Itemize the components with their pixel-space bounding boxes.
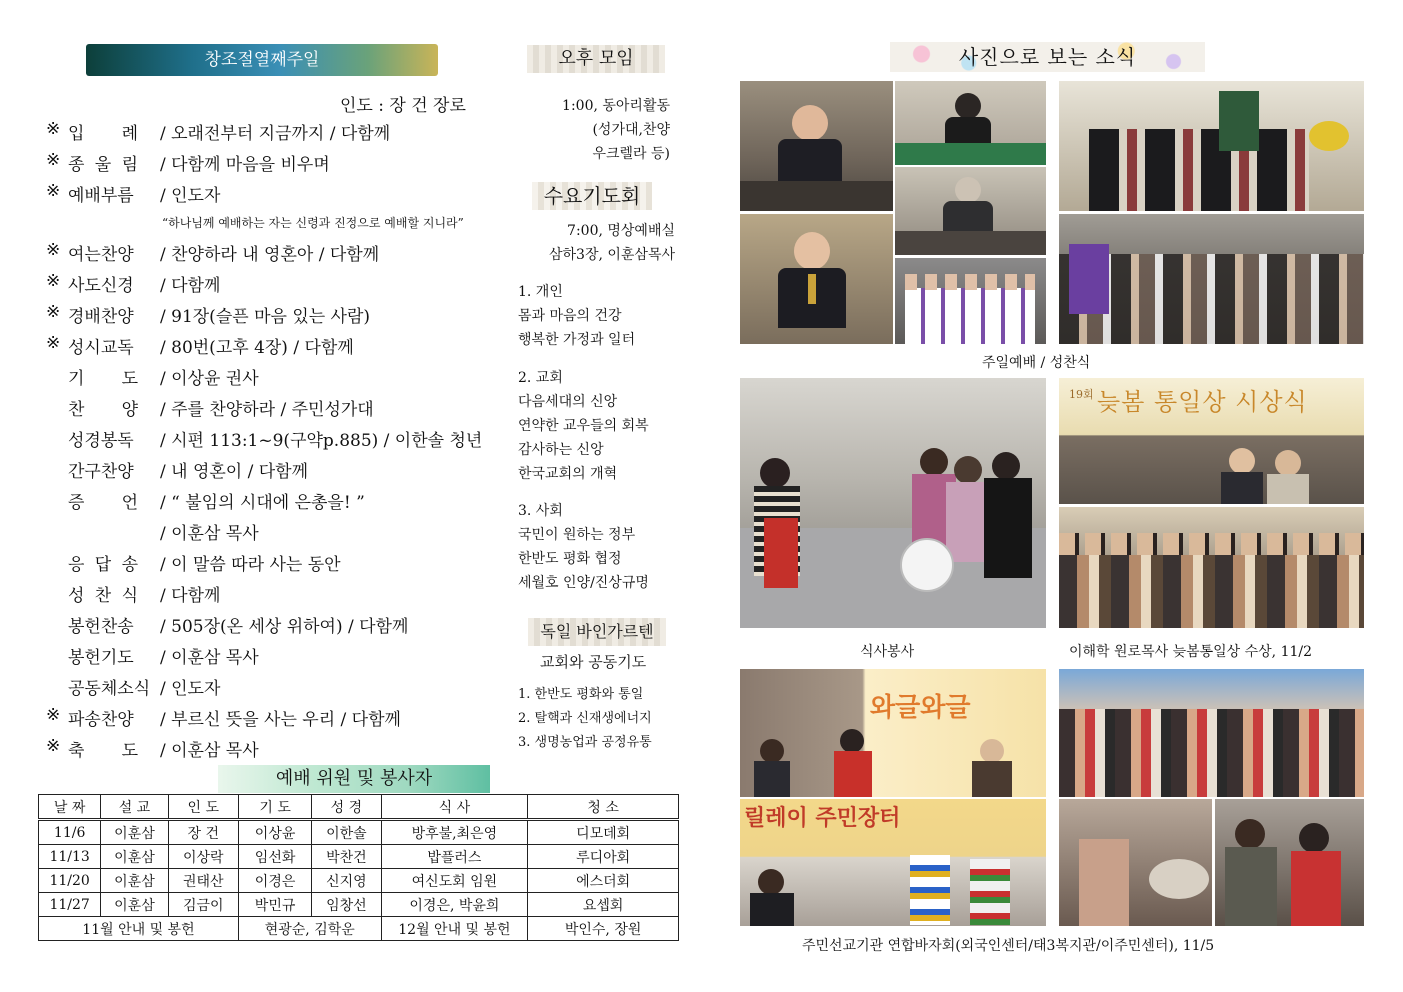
staff-table-header — [39, 795, 679, 820]
worship-leader: 인도 : 장 건 장로 — [340, 96, 466, 116]
cell: 이훈삼 — [101, 869, 168, 893]
afternoon-meeting-heading — [527, 45, 665, 73]
caption-award: 이해학 원로목사 늦봄통일상 수상, 11/2 — [1069, 644, 1313, 660]
order-mark: ※ — [46, 302, 61, 322]
photo-bazaar-2 — [1059, 669, 1364, 797]
wednesday-line: 7:00, 명상예배실 — [567, 223, 675, 239]
afternoon-line: 우크렐라 등) — [592, 146, 670, 162]
cell: 방후불,최은영 — [381, 820, 528, 845]
prayer-item: 다음세대의 신앙 — [518, 394, 618, 410]
prayer-group-head: 3. 사회 — [518, 503, 563, 519]
order-name: 성경봉독 — [68, 431, 134, 451]
cell: 이훈삼 — [101, 845, 168, 869]
photo-worship-speaker-4 — [740, 214, 893, 344]
order-value: / 이훈삼 목사 — [160, 524, 259, 544]
order-value: / 다함께 마음을 비우며 — [160, 155, 330, 175]
prayer-group-society — [518, 499, 649, 595]
caption-meal: 식사봉사 — [860, 644, 915, 660]
cell: 디모데회 — [528, 820, 679, 845]
afternoon-line: (성가대,찬양 — [592, 122, 670, 138]
cell: 밥플러스 — [381, 845, 528, 869]
order-value: / 오래전부터 지금까지 / 다함께 — [160, 124, 391, 144]
header-prayer: 기 도 — [238, 795, 311, 820]
order-value: / “ 불임의 시대에 은총을! ” — [160, 493, 365, 513]
order-value: / 이 말씀 따라 사는 동안 — [160, 555, 341, 575]
cell: 요셉회 — [528, 893, 679, 917]
cell: 루디아회 — [528, 845, 679, 869]
cell: 11월 안내 및 봉헌 — [39, 917, 239, 941]
order-value: / 91장(슬픈 마음 있는 사람) — [160, 307, 371, 327]
order-value: / 이훈삼 목사 — [160, 741, 259, 761]
order-value: / 인도자 — [160, 186, 221, 206]
order-mark: ※ — [46, 119, 61, 139]
cell: 장 건 — [168, 820, 238, 845]
photo-award-ceremony — [1059, 378, 1364, 504]
prayer-group-head: 1. 개인 — [518, 284, 563, 300]
order-mark: ※ — [46, 150, 61, 170]
order-value: / 다함께 — [160, 586, 221, 606]
cell: 여신도회 임원 — [381, 869, 528, 893]
cell: 김금이 — [168, 893, 238, 917]
photo-meal-service — [740, 378, 1046, 628]
cell: 이상윤 — [238, 820, 311, 845]
caption-worship: 주일예배 / 성찬식 — [982, 355, 1091, 371]
order-name: 간구찬양 — [68, 462, 134, 482]
cell: 현광순, 김학운 — [238, 917, 381, 941]
call-to-worship-quote: “하나님께 예배하는 자는 신령과 진정으로 예배할 지니라” — [162, 216, 464, 230]
wednesday-line: 삼하3장, 이훈삼목사 — [549, 247, 675, 263]
prayer-item: 연약한 교우들의 회복 — [518, 418, 649, 434]
staff-title: 예배 위원 및 봉사자 — [275, 768, 433, 789]
photo-news-title: 사진으로 보는 소식 — [958, 45, 1137, 69]
order-mark: ※ — [46, 271, 61, 291]
order-value: / 다함께 — [160, 276, 221, 296]
photo-worship-speaker-3 — [895, 167, 1046, 255]
order-value: / 505장(온 세상 위하여) / 다함께 — [160, 617, 409, 637]
award-banner-text: 늦봄 통일상 시상식 — [1097, 388, 1308, 416]
order-value: / 찬양하라 내 영혼아 / 다함께 — [160, 245, 380, 265]
wednesday-prayer-heading — [532, 182, 652, 210]
order-value: / 시편 113:1~9(구약p.885) / 이한솔 청년 — [160, 431, 483, 451]
header-scripture: 성 경 — [312, 795, 381, 820]
worship-title-banner — [86, 44, 438, 76]
cell: 박인수, 장원 — [528, 917, 679, 941]
order-name: 증 언 — [68, 493, 138, 513]
cell: 임선화 — [238, 845, 311, 869]
cell: 이경은, 박윤희 — [381, 893, 528, 917]
german-prayer-item: 1. 한반도 평화와 통일 — [518, 687, 644, 702]
order-name: 봉헌찬송 — [68, 617, 134, 637]
prayer-item: 한반도 평화 협정 — [518, 551, 622, 567]
cell: 박민규 — [238, 893, 311, 917]
table-footer-row — [39, 917, 679, 941]
order-name: 종 울 림 — [68, 155, 138, 175]
photo-communion-1 — [1059, 81, 1364, 211]
order-name: 파송찬양 — [68, 710, 134, 730]
photo-worship-speaker-1 — [740, 81, 893, 211]
order-name: 응 답 송 — [68, 555, 138, 575]
wednesday-prayer-details — [520, 219, 675, 267]
cell: 11/6 — [39, 820, 101, 845]
cell: 이경은 — [238, 869, 311, 893]
prayer-group-head: 2. 교회 — [518, 370, 563, 386]
cell: 임창선 — [312, 893, 381, 917]
photo-bazaar-1 — [740, 669, 1046, 797]
german-church-heading — [528, 618, 666, 646]
photo-news-banner — [890, 42, 1205, 72]
prayer-item: 몸과 마음의 건강 — [518, 308, 622, 324]
afternoon-meeting-details — [520, 94, 670, 166]
order-value: / 이훈삼 목사 — [160, 648, 259, 668]
cell: 박찬건 — [312, 845, 381, 869]
cell: 이상락 — [168, 845, 238, 869]
order-name: 성시교독 — [68, 338, 134, 358]
header-cleaning: 청 소 — [528, 795, 679, 820]
table-row — [39, 845, 679, 869]
wednesday-prayer-title: 수요기도회 — [543, 184, 641, 208]
prayer-item: 국민이 원하는 정부 — [518, 527, 636, 543]
order-value: / 주를 찬양하라 / 주민성가대 — [160, 400, 374, 420]
order-mark: ※ — [46, 736, 61, 756]
order-name: 공동체소식 — [68, 679, 151, 699]
order-name: 찬 양 — [68, 400, 138, 420]
photo-bazaar-food-1 — [1059, 799, 1212, 926]
order-name: 기 도 — [68, 369, 138, 389]
bazaar-sign-text: 와글와글 — [870, 693, 971, 723]
cell: 이한솔 — [312, 820, 381, 845]
table-row — [39, 893, 679, 917]
photo-award-group — [1059, 507, 1364, 628]
header-date: 날 짜 — [39, 795, 101, 820]
prayer-group-church — [518, 366, 649, 486]
german-church-prayers — [518, 683, 652, 755]
order-mark: ※ — [46, 333, 61, 353]
prayer-item: 한국교회의 개혁 — [518, 466, 618, 482]
header-meal: 식 사 — [381, 795, 528, 820]
table-row — [39, 820, 679, 845]
photo-communion-2 — [1059, 214, 1364, 344]
order-name: 축 도 — [68, 741, 138, 761]
german-prayer-item: 3. 생명농업과 공정유통 — [518, 735, 652, 750]
cell: 11/27 — [39, 893, 101, 917]
market-sign-text: 릴레이 주민장터 — [744, 805, 901, 831]
order-value: / 인도자 — [160, 679, 221, 699]
order-value: / 내 영혼이 / 다함께 — [160, 462, 309, 482]
order-value: / 이상윤 권사 — [160, 369, 259, 389]
cell: 이훈삼 — [101, 820, 168, 845]
order-name: 예배부름 — [68, 186, 134, 206]
table-row — [39, 869, 679, 893]
order-name: 봉헌기도 — [68, 648, 134, 668]
photo-bazaar-market — [740, 799, 1046, 926]
german-church-subtitle: 교회와 공동기도 — [540, 653, 647, 671]
header-leader: 인 도 — [168, 795, 238, 820]
header-sermon: 설 교 — [101, 795, 168, 820]
prayer-item: 행복한 가정과 일터 — [518, 332, 636, 348]
order-mark: ※ — [46, 240, 61, 260]
german-church-title: 독일 바인가르텐 — [540, 622, 654, 641]
cell: 에스더회 — [528, 869, 679, 893]
order-value: / 부르신 뜻을 사는 우리 / 다함께 — [160, 710, 401, 730]
cell: 이훈삼 — [101, 893, 168, 917]
order-mark: ※ — [46, 181, 61, 201]
order-mark: ※ — [46, 705, 61, 725]
cell: 11/13 — [39, 845, 101, 869]
photo-bazaar-food-2 — [1215, 799, 1364, 926]
order-value: / 80번(고후 4장) / 다함께 — [160, 338, 354, 358]
order-name: 성 찬 식 — [68, 586, 138, 606]
order-name: 입 례 — [68, 124, 138, 144]
afternoon-line: 1:00, 동아리활동 — [562, 98, 670, 114]
staff-title-banner — [218, 765, 490, 793]
order-name: 여는찬양 — [68, 245, 134, 265]
prayer-item: 세월호 인양/진상규명 — [518, 575, 649, 591]
cell: 신지영 — [312, 869, 381, 893]
prayer-item: 감사하는 신앙 — [518, 442, 604, 458]
photo-choir — [895, 258, 1046, 344]
award-banner-prefix: 19회 — [1069, 388, 1094, 401]
cell: 11/20 — [39, 869, 101, 893]
cell: 12월 안내 및 봉헌 — [381, 917, 528, 941]
cell: 권태산 — [168, 869, 238, 893]
staff-table — [38, 794, 679, 941]
german-prayer-item: 2. 탈핵과 신재생에너지 — [518, 711, 652, 726]
order-name: 경배찬양 — [68, 307, 134, 327]
worship-title: 창조절열째주일 — [204, 50, 320, 70]
photo-worship-speaker-2 — [895, 81, 1046, 165]
afternoon-meeting-title: 오후 모임 — [558, 48, 634, 69]
caption-bazaar: 주민선교기관 연합바자회(외국인센터/태3복지관/이주민센터), 11/5 — [802, 938, 1215, 954]
prayer-group-personal — [518, 280, 635, 352]
order-name: 사도신경 — [68, 276, 134, 296]
